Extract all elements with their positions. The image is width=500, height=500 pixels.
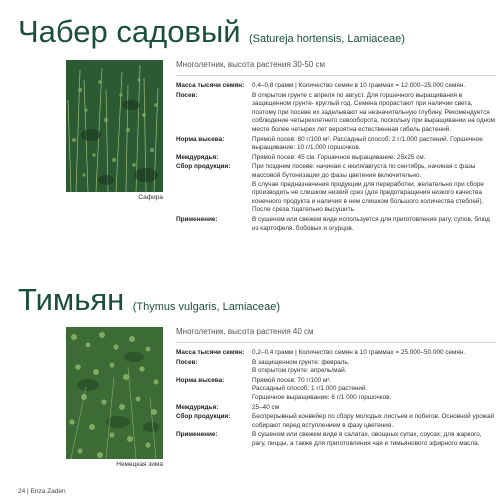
info-row: [176, 413, 496, 430]
info-row-label: Сбор продукции:: [176, 413, 231, 421]
info-row-value: [252, 377, 496, 403]
info-row-paragraph: В открытом грунте с апреля по август. Для горшечного выращивания в защищенном грунте- круглый год. Семена прорастают при наличии света, поэтому при посеве их заделывают на незначительную глубину. Рекомендуется соблюдение четырехлетнего севооборота, поскольку при выращивании на одном месте более четырех лет вероятна естественная гибель растений.: [252, 91, 496, 133]
thyme-subtitle: Многолетник, высота растения 40 см: [176, 327, 496, 343]
savory-photo-caption: Сафира: [138, 194, 163, 201]
info-row-label: Междурядья:: [176, 403, 219, 411]
info-row-value: [252, 349, 496, 358]
thyme-photo-box: [66, 327, 163, 468]
info-row-paragraph: В открытом грунте: апрель/май.: [252, 367, 347, 375]
info-row: [176, 431, 496, 448]
info-row: [176, 136, 496, 153]
info-row: [176, 82, 496, 91]
info-row-paragraph: Прямой посев: 45 см. Горшечное выращивание: 25x25 см.: [252, 153, 426, 161]
info-row-paragraph: Прямой посев: 70 г/100 м².: [252, 376, 332, 384]
info-row-label: Посев:: [176, 91, 198, 99]
thyme-info: [176, 327, 496, 450]
page-footer: 24 | Enza Zaden: [18, 488, 66, 495]
savory-latin-name: (Satureja hortensis, Lamiaceae): [249, 33, 405, 45]
info-row-paragraph: В сушеном или свежем виде в салатах, овощных супах, соусах; для жаркого, рагу, пиццы, а также для приготовления чая и тимьянового эфирного масла.: [252, 431, 482, 447]
info-row: [176, 216, 496, 233]
savory-info: [176, 60, 496, 234]
info-row-label: Масса тысячи семян:: [176, 82, 245, 89]
info-row-value: [252, 92, 496, 135]
info-row-label: Норма высева:: [176, 376, 225, 384]
info-row: [176, 92, 496, 135]
info-row-label: Сбор продукции:: [176, 163, 231, 171]
info-row-paragraph: В случае предназначения продукции для переработки, желательно при сборе производить не слишком низкий срез (для предотвращения низкого качества конечного продукта и наличия в нем слишком большого количества стеблей).: [252, 180, 484, 205]
info-row-paragraph: 0,2–0,4 грамм | Количество семян в 10 граммах = 25.000–50.000 семян.: [252, 349, 466, 356]
info-row-paragraph: При позднем посеве: начиная с июля/августа по сентябрь, начиная с фазы массовой бутонизации до фазы цветения включительно.: [252, 163, 476, 179]
savory-rows: [176, 82, 496, 233]
info-row-paragraph: Горшечное выращивание: 6 г/1.000 горшочков.: [252, 393, 392, 401]
info-row-label: Применение:: [176, 215, 218, 223]
info-row-value: [252, 413, 496, 430]
info-row-paragraph: В сушеном или свежем виде используется для приготовления рагу, супов, блюд из картофеля, бобовых и огурцов.: [252, 215, 490, 232]
info-row-value: [252, 82, 496, 91]
savory-photo: [66, 60, 163, 192]
thyme-rows: [176, 349, 496, 449]
info-row-paragraph: 0,4–0,8 грамм | Количество семян в 10 граммах = 12.000–25.000 семян.: [252, 82, 466, 89]
thyme-heading: [18, 282, 280, 318]
thyme-title: Тимьян: [18, 282, 125, 317]
info-row-label: Междурядья:: [176, 153, 219, 161]
info-row: [176, 404, 496, 413]
info-row-value: [252, 136, 496, 153]
info-row-paragraph: Рассадный способ: 1 г/1.000 растений.: [252, 385, 368, 393]
savory-title: Чабер садовый: [18, 14, 241, 49]
info-row-label: Масса тысячи семян:: [176, 349, 245, 356]
info-row-value: [252, 431, 496, 448]
info-row-paragraph: В защищенном грунте: февраль.: [252, 358, 350, 366]
info-row-paragraph: 25–40 см: [252, 403, 280, 411]
info-row-value: [252, 154, 496, 163]
thyme-photo: [66, 327, 163, 459]
info-row-value: [252, 404, 496, 413]
savory-plant-image: [66, 60, 163, 192]
info-row-label: Норма высева:: [176, 135, 225, 143]
info-row-value: [252, 216, 496, 233]
info-row-value: [252, 359, 496, 376]
info-row: [176, 359, 496, 376]
savory-heading: [18, 14, 405, 50]
info-row-paragraph: Прямой посев: 80 г/100 м². Рассадный способ: 2 г/1.000 растений. Горшечное выращивание: 10 г/1.000 горшочков.: [252, 135, 483, 152]
info-row-paragraph: После среза тщательно высушить.: [252, 206, 356, 214]
info-row: [176, 163, 496, 215]
info-row: [176, 154, 496, 163]
info-row: [176, 349, 496, 358]
info-row: [176, 377, 496, 403]
savory-subtitle: Многолетник, высота растения 30-50 см: [176, 60, 496, 76]
info-row-paragraph: Беспрерывный конвейер по сбору молодых листьев и побегов. Основной урожай собирают перед вступлением в фазу цветения.: [252, 413, 495, 429]
thyme-latin-name: (Thymus vulgaris, Lamiaceae): [132, 301, 281, 313]
info-row-label: Посев:: [176, 358, 198, 366]
savory-photo-box: [66, 60, 163, 201]
thyme-photo-caption: Немецкая зима: [116, 461, 163, 468]
info-row-value: [252, 163, 496, 215]
thyme-plant-image: [66, 327, 163, 459]
info-row-label: Применение:: [176, 431, 218, 439]
